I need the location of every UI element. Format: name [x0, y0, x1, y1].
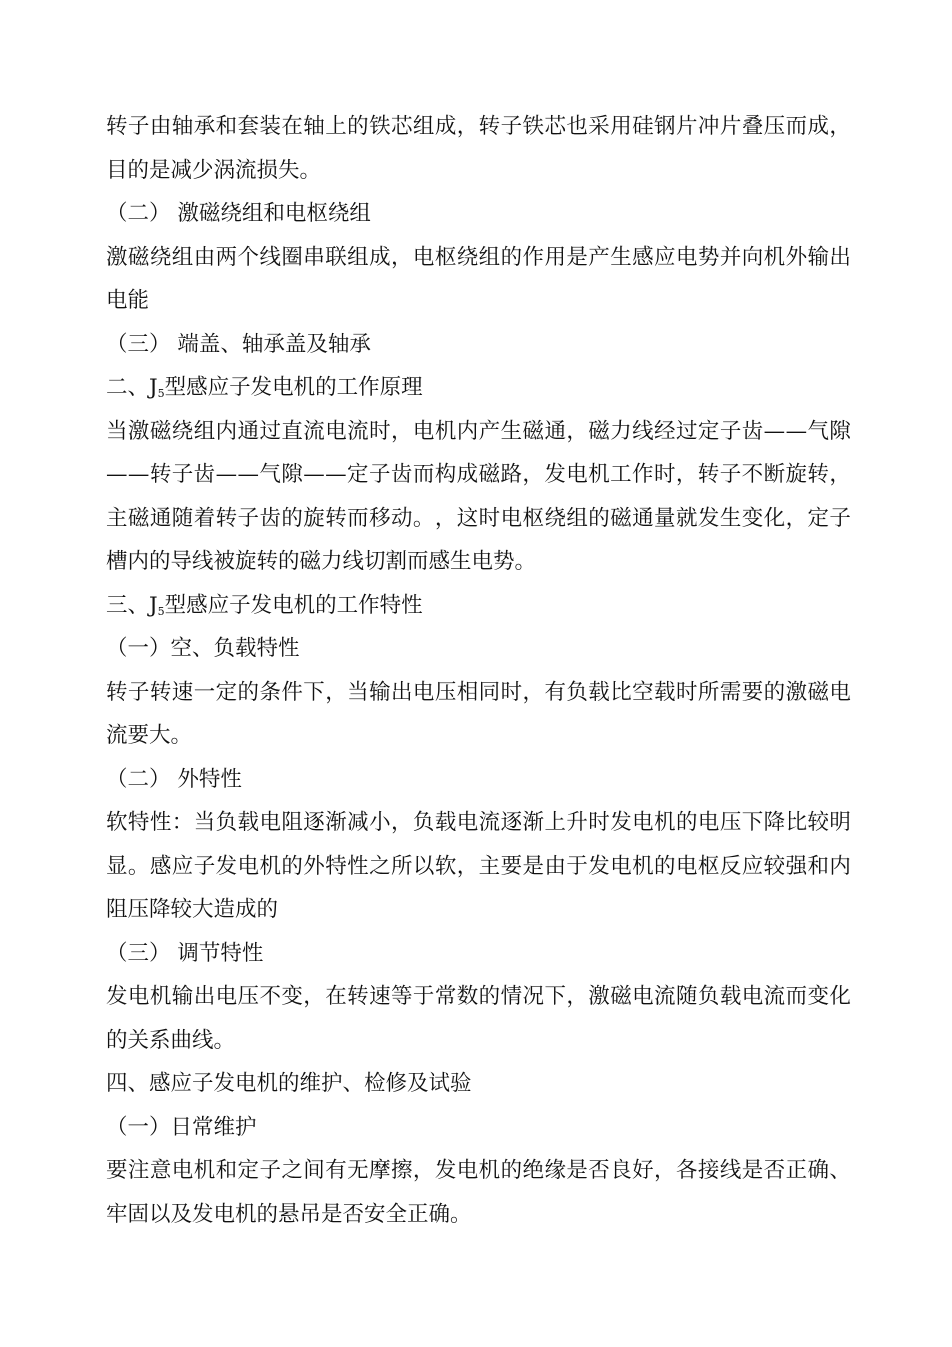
section-heading: （二） 激磁绕组和电枢绕组 [106, 201, 371, 226]
paragraph-line: 的关系曲线。 [106, 1027, 236, 1053]
section-heading [106, 366, 851, 410]
section-heading: （一）空、负载特性 [106, 636, 300, 661]
document-body [106, 105, 851, 1236]
paragraph-line: 电能 [106, 288, 150, 313]
section-heading [106, 584, 851, 628]
heading-text: 型感应子发电机的工作原理 [164, 375, 423, 400]
heading-text: 三、J [106, 592, 158, 618]
paragraph-line: 转 子 转 速 一 定 的 条 件 下 ， 当 输 出 电 压 相 同 时 ， 有 负 载 比 空 载 时 所 需 要 的 激 磁 电 [106, 679, 851, 705]
heading-text: 型感应子发电机的工作特性 [164, 592, 423, 618]
subscript: 5 [157, 604, 165, 618]
section-heading: （三） 端盖、轴承盖及轴承 [106, 331, 371, 357]
paragraph-line: 牢固以及发电机的悬吊是否安全正确。 [106, 1201, 472, 1227]
paragraph-line: 主 磁 通 随 着 转 子 齿 的 旋 转 而 移 动 。 ， 这 时 电 枢 绕 组 的 磁 通 量 就 发 生 变 化 ， 定 子 [106, 505, 851, 531]
paragraph-line: 要 注 意 电 机 和 定 子 之 间 有 无 摩 擦 ， 发 电 机 的 绝 缘 是 否 良 好 ， 各 接 线 是 否 正 确 、 [106, 1158, 851, 1183]
paragraph-line: 转 子 由 轴 承 和 套 装 在 轴 上 的 铁 芯 组 成 ， 转 子 铁 芯 也 采 用 硅 钢 片 冲 片 叠 压 而 成 ， [106, 114, 851, 139]
section-heading: （二） 外特性 [106, 766, 242, 792]
paragraph-line: 显 。 感 应 子 发 电 机 的 外 特 性 之 所 以 软 ， 主 要 是 由 于 发 电 机 的 电 枢 反 应 较 强 和 内 [106, 853, 851, 879]
heading-text: 二、J [106, 375, 158, 400]
paragraph-line: — — 转 子 齿 — — 气 隙 — — 定 子 齿 而 构 成 磁 路 ， 发 电 机 工 作 时 ， 转 子 不 断 旋 转 ， [106, 462, 851, 487]
paragraph-line: 当 激 磁 绕 组 内 通 过 直 流 电 流 时 ， 电 机 内 产 生 磁 通 ， 磁 力 线 经 过 定 子 齿 — — 气 隙 [106, 418, 851, 444]
section-heading: （三） 调节特性 [106, 940, 264, 966]
paragraph-line: 软 特 性 ： 当 负 载 电 阻 逐 渐 减 小 ， 负 载 电 流 逐 渐 上 升 时 发 电 机 的 电 压 下 降 比 较 明 [106, 810, 851, 835]
section-heading: （一）日常维护 [106, 1114, 257, 1140]
paragraph-line: 发 电 机 输 出 电 压 不 变 ， 在 转 速 等 于 常 数 的 情 况 下 ， 激 磁 电 流 随 负 载 电 流 而 变 化 [106, 984, 851, 1009]
subscript: 5 [157, 387, 165, 400]
paragraph-line: 目的是减少涡流损失。 [106, 157, 322, 183]
paragraph-line: 槽内的导线被旋转的磁力线切割而感生电势。 [106, 549, 537, 574]
section-heading: 四、感应子发电机的维护、检修及试验 [106, 1071, 472, 1096]
paragraph-line: 激 磁 绕 组 由 两 个 线 圈 串 联 组 成 ， 电 枢 绕 组 的 作 用 是 产 生 感 应 电 势 并 向 机 外 输 出 [106, 244, 851, 270]
paragraph-line: 流要大。 [106, 723, 193, 748]
paragraph-line: 阻压降较大造成的 [106, 897, 279, 922]
